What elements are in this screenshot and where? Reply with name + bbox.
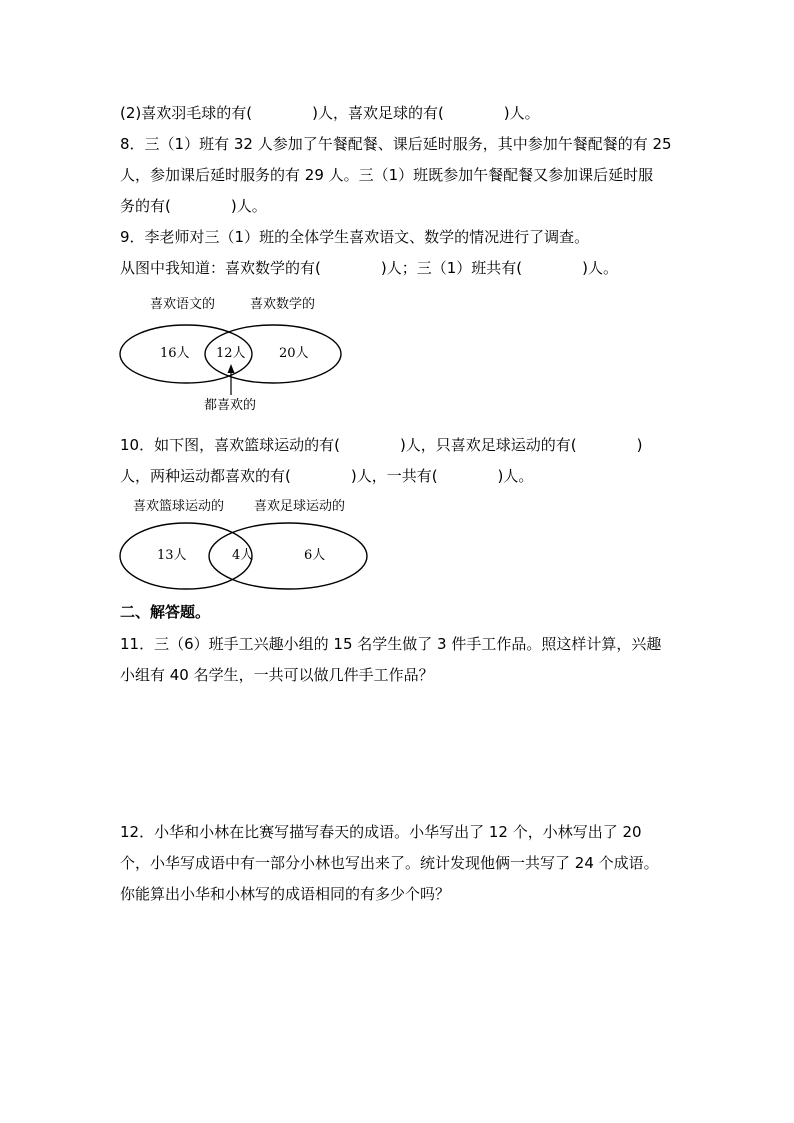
q10-line1: 10．如下图，喜欢篮球运动的有( )人，只喜欢足球运动的有( ) xyxy=(120,436,643,454)
q8-line1: 8．三（1）班有 32 人参加了午餐配餐、课后延时服务，其中参加午餐配餐的有 25 xyxy=(120,135,672,153)
venn1-arrow-head xyxy=(228,364,235,373)
venn1-right-value: 20人 xyxy=(279,346,309,361)
venn1-left-value: 16人 xyxy=(160,346,190,361)
q8-line2: 人，参加课后延时服务的有 29 人。三（1）班既参加午餐配餐又参加课后延时服 xyxy=(120,166,654,184)
q12-line1: 12．小华和小林在比赛写描写春天的成语。小华写出了 12 个，小林写出了 20 xyxy=(120,823,642,841)
venn1-arrow-label: 都喜欢的 xyxy=(204,398,257,413)
q9-line2: 从图中我知道：喜欢数学的有( )人；三（1）班共有( )人。 xyxy=(120,259,618,277)
q12-line2: 个，小华写成语中有一部分小林也写出来了。统计发现他俩一共写了 24 个成语。 xyxy=(120,854,659,872)
section-2-heading: 二、解答题。 xyxy=(120,603,211,621)
venn2-middle-value: 4人 xyxy=(232,548,254,563)
q11-line1: 11．三（6）班手工兴趣小组的 15 名学生做了 3 件手工作品。照这样计算，兴趣 xyxy=(120,635,662,653)
q9-line1: 9．李老师对三（1）班的全体学生喜欢语文、数学的情况进行了调查。 xyxy=(120,228,590,246)
q12-line3: 你能算出小华和小林写的成语相同的有多少个吗？ xyxy=(120,885,451,903)
venn2-right-value: 6人 xyxy=(304,548,326,563)
venn2-right-title: 喜欢足球运动的 xyxy=(254,499,346,514)
venn2-left-title: 喜欢篮球运动的 xyxy=(133,499,225,514)
q10-line2: 人，两种运动都喜欢的有( )人，一共有( )人。 xyxy=(120,467,534,485)
q7-part2-text: (2)喜欢羽毛球的有( )人，喜欢足球的有( )人。 xyxy=(120,104,540,122)
venn1-middle-value: 12人 xyxy=(216,346,246,361)
q11-line2: 小组有 40 名学生，一共可以做几件手工作品？ xyxy=(120,666,434,684)
venn1-left-title: 喜欢语文的 xyxy=(150,297,216,312)
venn2-left-value: 13人 xyxy=(157,548,187,563)
q8-line3: 务的有( )人。 xyxy=(120,197,267,215)
venn1-right-title: 喜欢数学的 xyxy=(250,297,316,312)
